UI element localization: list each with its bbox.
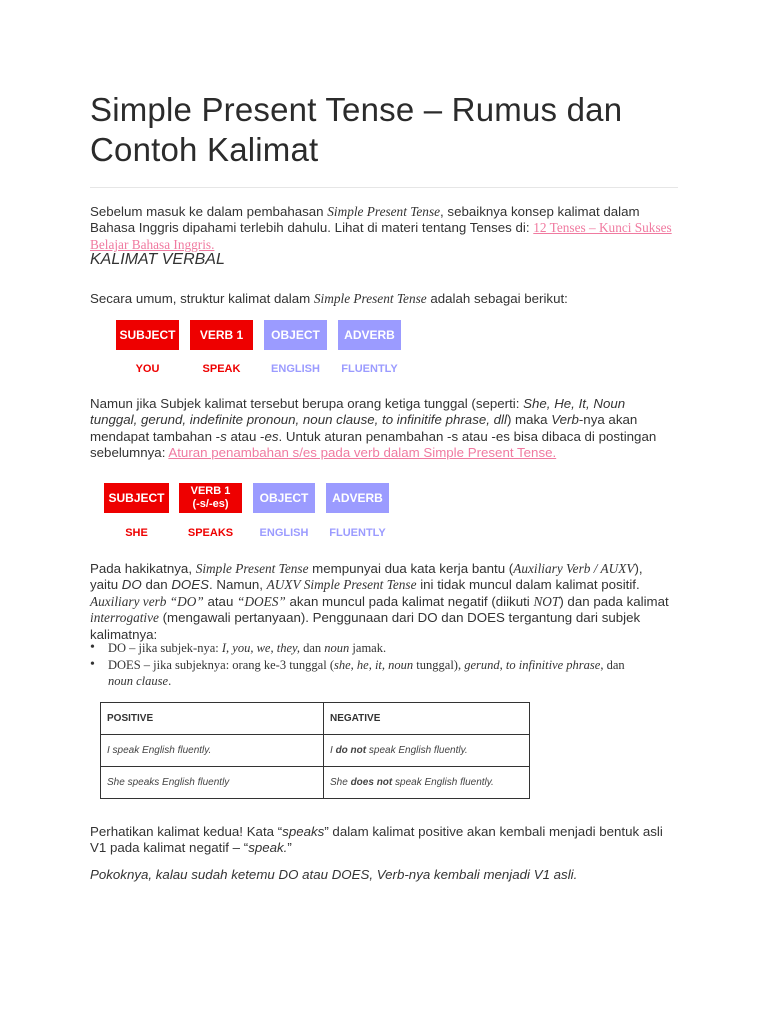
p2-text-2: ) maka: [506, 412, 552, 428]
p3-text-10: (mengawali pertanyaan). Penggunaan dari DO dan DOES tergantung dari subjek kalimatnya:: [90, 610, 641, 642]
intro-paragraph: [90, 204, 680, 253]
tenses-link[interactable]: 12 Tenses – Kunci Sukses Belajar Bahasa Inggris.: [90, 220, 672, 252]
column-header-negative: NEGATIVE: [324, 703, 530, 735]
negation-word: does not: [350, 777, 393, 788]
p2-text-3: -nya akan mendapat tambahan -: [90, 412, 638, 444]
intro-text: Sebelum masuk ke dalam pembahasan: [90, 204, 328, 219]
positive-example: She speaks English fluently: [101, 767, 324, 799]
bullet-term: I, you, we, they,: [221, 641, 300, 655]
p3-text-3: ), yaitu: [90, 561, 643, 593]
p3-do: DO: [121, 577, 142, 593]
formula-box-object: OBJECT: [253, 483, 315, 513]
p3-text-6: ini tidak muncul dalam kalimat positif.: [416, 577, 640, 593]
p3-term-6: NOT: [533, 593, 560, 609]
list-item: [90, 640, 650, 657]
title-line-1: Simple Present Tense – Rumus dan: [90, 91, 623, 128]
cell-text: speak English fluently.: [366, 745, 468, 756]
title-line-2: Contoh Kalimat: [90, 131, 319, 168]
cell-text: speak English fluently.: [392, 777, 494, 788]
bullet-term: gerund, to infinitive phrase: [464, 657, 601, 672]
p4-speaks: speaks: [282, 824, 325, 839]
example-label-adverb: FLUENTLY: [329, 527, 386, 539]
bullet-text: DO – jika subjek-nya:: [108, 641, 222, 655]
example-label-subject: SHE: [125, 527, 148, 539]
formula-box-subject: SUBJECT: [116, 320, 179, 350]
p2-subject-list: She, He, It, Noun tunggal, gerund, indefinite pronoun, noun clause, to infinitife phrase, dll: [90, 396, 626, 428]
formula-box-adverb: ADVERB: [338, 320, 401, 350]
example-label-adverb: FLUENTLY: [341, 363, 398, 375]
ses-rules-link[interactable]: Aturan penambahan s/es pada verb dalam Simple Present Tense.: [168, 445, 557, 461]
column-header-positive: POSITIVE: [101, 703, 324, 735]
p2-verb: Verb: [551, 412, 579, 428]
p3-text-1: Pada hakikatnya,: [90, 561, 196, 576]
structure-paragraph: [90, 291, 690, 307]
table-header-row: [101, 703, 530, 735]
bullet-text: .: [168, 674, 172, 688]
structure-term: Simple Present Tense: [313, 291, 427, 306]
p4-text-1: Perhatikan kalimat kedua! Kata “: [90, 824, 283, 839]
example-label-verb: SPEAK: [202, 363, 241, 375]
bullet-term: noun clause: [108, 674, 169, 688]
p3-term-7: interrogative: [90, 610, 159, 626]
bullet-text: tunggal),: [413, 657, 465, 672]
bullet-text: jamak.: [349, 641, 387, 655]
formula-box-verb: VERB 1: [190, 320, 253, 350]
p3-term-1: Simple Present Tense: [195, 561, 309, 576]
example-label-verb: SPEAKS: [187, 527, 234, 539]
note-paragraph: [90, 824, 680, 857]
positive-example: I speak English fluently.: [101, 735, 324, 767]
p3-text-9: ) dan pada kalimat: [559, 593, 669, 609]
p3-text-4: dan: [141, 577, 172, 593]
table-row: [101, 735, 530, 767]
p3-term-4: Auxiliary verb “DO”: [90, 593, 204, 609]
p2-es: es: [264, 428, 279, 444]
bullet-text: dan: [299, 641, 325, 655]
formula-box-object: OBJECT: [264, 320, 327, 350]
summary-paragraph: Pokoknya, kalau sudah ketemu DO atau DOES, Verb-nya kembali menjadi V1 asli.: [90, 867, 578, 882]
cell-text: I: [330, 745, 336, 756]
structure-text: Secara umum, struktur kalimat dalam: [90, 291, 314, 306]
example-label-subject: YOU: [135, 363, 160, 375]
title-divider: [90, 187, 678, 188]
p3-term-5: “DOES”: [237, 593, 286, 609]
section-heading: KALIMAT VERBAL: [90, 251, 225, 268]
negative-example: [324, 767, 530, 799]
bullet-text: DOES – jika subjeknya: orang ke-3 tunggal (: [108, 657, 334, 672]
p3-term-2: Auxiliary Verb / AUXV: [513, 561, 635, 576]
intro-term: Simple Present Tense: [327, 204, 441, 219]
bullet-text: , dan: [600, 657, 625, 672]
structure-text-2: adalah sebagai berikut:: [426, 291, 568, 306]
third-person-paragraph: [90, 396, 670, 462]
example-label-object: ENGLISH: [271, 363, 320, 375]
p4-speak: speak.: [248, 840, 288, 856]
formula-box-adverb: ADVERB: [326, 483, 389, 513]
p2-text-5: . Untuk aturan penambahan -s atau -es bisa dibaca di postingan sebelumnya:: [90, 428, 657, 461]
examples-table: [100, 702, 530, 799]
list-item: [90, 657, 650, 690]
formula-box-verb-ses: VERB 1 (-s/-es): [179, 483, 242, 513]
aux-usage-list: [90, 640, 650, 690]
bullet-term: she, he, it, noun: [334, 657, 414, 672]
intro-text-2: , sebaiknya konsep kalimat dalam Bahasa Inggris dipahami terlebih dahulu. Lihat di materi tentang Tenses di:: [90, 204, 640, 236]
p4-text-2: ” dalam kalimat positive akan kembali menjadi bentuk asli V1 pada kalimat negatif – “: [90, 824, 663, 856]
example-label-object: ENGLISH: [259, 527, 309, 539]
page-title: [90, 90, 690, 170]
p4-text-3: ”: [287, 840, 292, 856]
p2-s: s: [220, 428, 227, 444]
p2-text-1: Namun jika Subjek kalimat tersebut berupa orang ketiga tunggal (seperti:: [90, 396, 524, 411]
negation-word: do not: [335, 745, 367, 756]
p3-term-3: AUXV Simple Present Tense: [266, 577, 417, 593]
negative-example: [324, 735, 530, 767]
p2-text-4: atau -: [226, 428, 265, 444]
p3-text-7: atau: [203, 593, 238, 609]
bullet-term: noun: [324, 641, 350, 655]
formula-box-subject: SUBJECT: [104, 483, 169, 513]
cell-text: She: [330, 777, 351, 788]
p3-text-5: . Namun,: [209, 577, 267, 593]
auxiliary-paragraph: [90, 561, 670, 643]
p3-text-8: akan muncul pada kalimat negatif (diikuti: [285, 593, 534, 609]
table-row: [101, 767, 530, 799]
p3-text-2: mempunyai dua kata kerja bantu (: [308, 561, 514, 576]
p3-does: DOES: [171, 577, 210, 593]
